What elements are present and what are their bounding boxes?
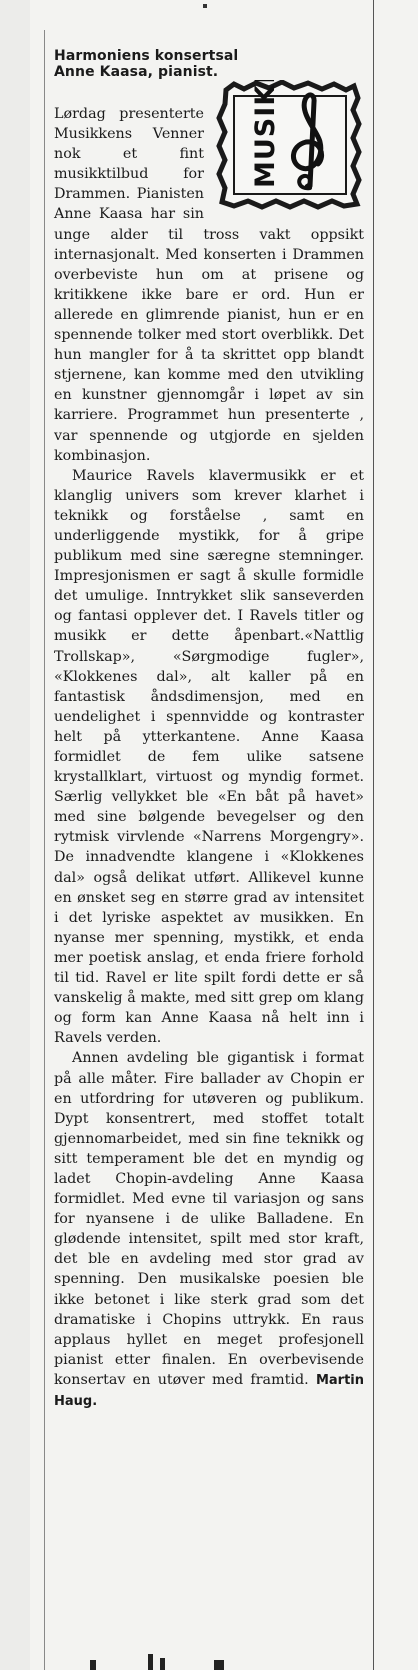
headline-line-1: Harmoniens konsertsal [54, 48, 239, 64]
column-rule-left [44, 30, 45, 1670]
next-article-fragment [90, 1652, 250, 1670]
musikk-logo-graphic [214, 80, 364, 210]
musikk-logo [214, 80, 364, 210]
article-paragraph-3 [54, 1048, 364, 1412]
headline [54, 48, 364, 80]
article-paragraph-1: Lørdag presenterte Musikkens Venner nok et fint musikktilbud for Drammen. Pianisten Anne Kaasa har sin unge alder til tross vakt oppsikt internasjonalt. Med konserten i Drammen overbeviste hun om at prisene og kritikkene ikke bare er ord. Hun er allerede en glimrende pianist, hun er en spennende tolker med stort overblikk. Det hun mangler for å ta skrittet opp blandt stjernene, kan komme med den utvikling en kunstner gjennomgår i løpet av sin karriere. Programmet hun presenterte , var spennende og utgjorde en sjelden kombinasjon. [54, 106, 364, 464]
column-rule-right [373, 0, 374, 1670]
article-paragraph-3-text: Annen avdeling ble gigantisk i format på alle måter. Fire ballader av Chopin er en utfordring for utøveren og publikum. Dypt konsentrert, med stoffet totalt gjennomarbeidet, med sin fine teknikk og sitt temperament ble det en myndig og ladet Chopin-avdeling Anne Kaasa formidlet. Med evne til variasjon og sans for nyansene i de ulike Balladene. En glødende intensitet, spilt med stor kraft, det ble en avdeling med stor grad av spenning. Den musikalske poesien ble ikke betonet i like sterk grad som det dramatiske i Chopins uttrykk. En raus applaus hyllet en meget profesjonell pianist etter finalen. En overbevisende konsertav en utøver med framtid. [54, 1050, 364, 1388]
article-paragraph-2: Maurice Ravels klavermusikk er et klanglig univers som krever klarhet i teknikk og forståelse , samt en underliggende mystikk, for å gripe publikum med sine særegne stemninger. Impresjonismen er sagt å skulle formidle det umulige. Inntrykket slik sanseverden og fantasi opplever det. I Ravels titler og musikk er dette åpenbart.«Nattlig Trollskap», «Sørgmodige fugler», «Klokkenes dal», alt kaller på en fantastisk åndsdimensjon, med en uendelighet i spennvidde og kontraster helt på ytterkantene. Anne Kaasa formidlet de fem ulike satsene krystallklart, virtuost og myndig formet. Særlig vellykket ble «En båt på havet» med sine bølgende bevegelser og den rytmisk virvlende «Narrens Morgengry». De innadvendte klangene i «Klokkenes dal» også delikat utført. Allikevel kunne en ønsket seg en større grad av intensitet i det lyriske aspektet av musikken. En nyanse mer spenning, mystikk, et enda mer poetisk anslag, et enda friere forhold til tid. Ravel er lite spilt fordi dette er så vanskelig å makte, med sitt grep om klang og form kan Anne Kaasa nå helt inn i Ravels verden. [54, 467, 364, 1047]
article-column [54, 48, 364, 1412]
crop-mark [203, 4, 207, 8]
headline-line-2: Anne Kaasa, pianist. [54, 64, 219, 80]
author-signature: Martin Haug. [54, 1372, 364, 1409]
musikk-logo-text: MUSIKK [250, 80, 281, 188]
